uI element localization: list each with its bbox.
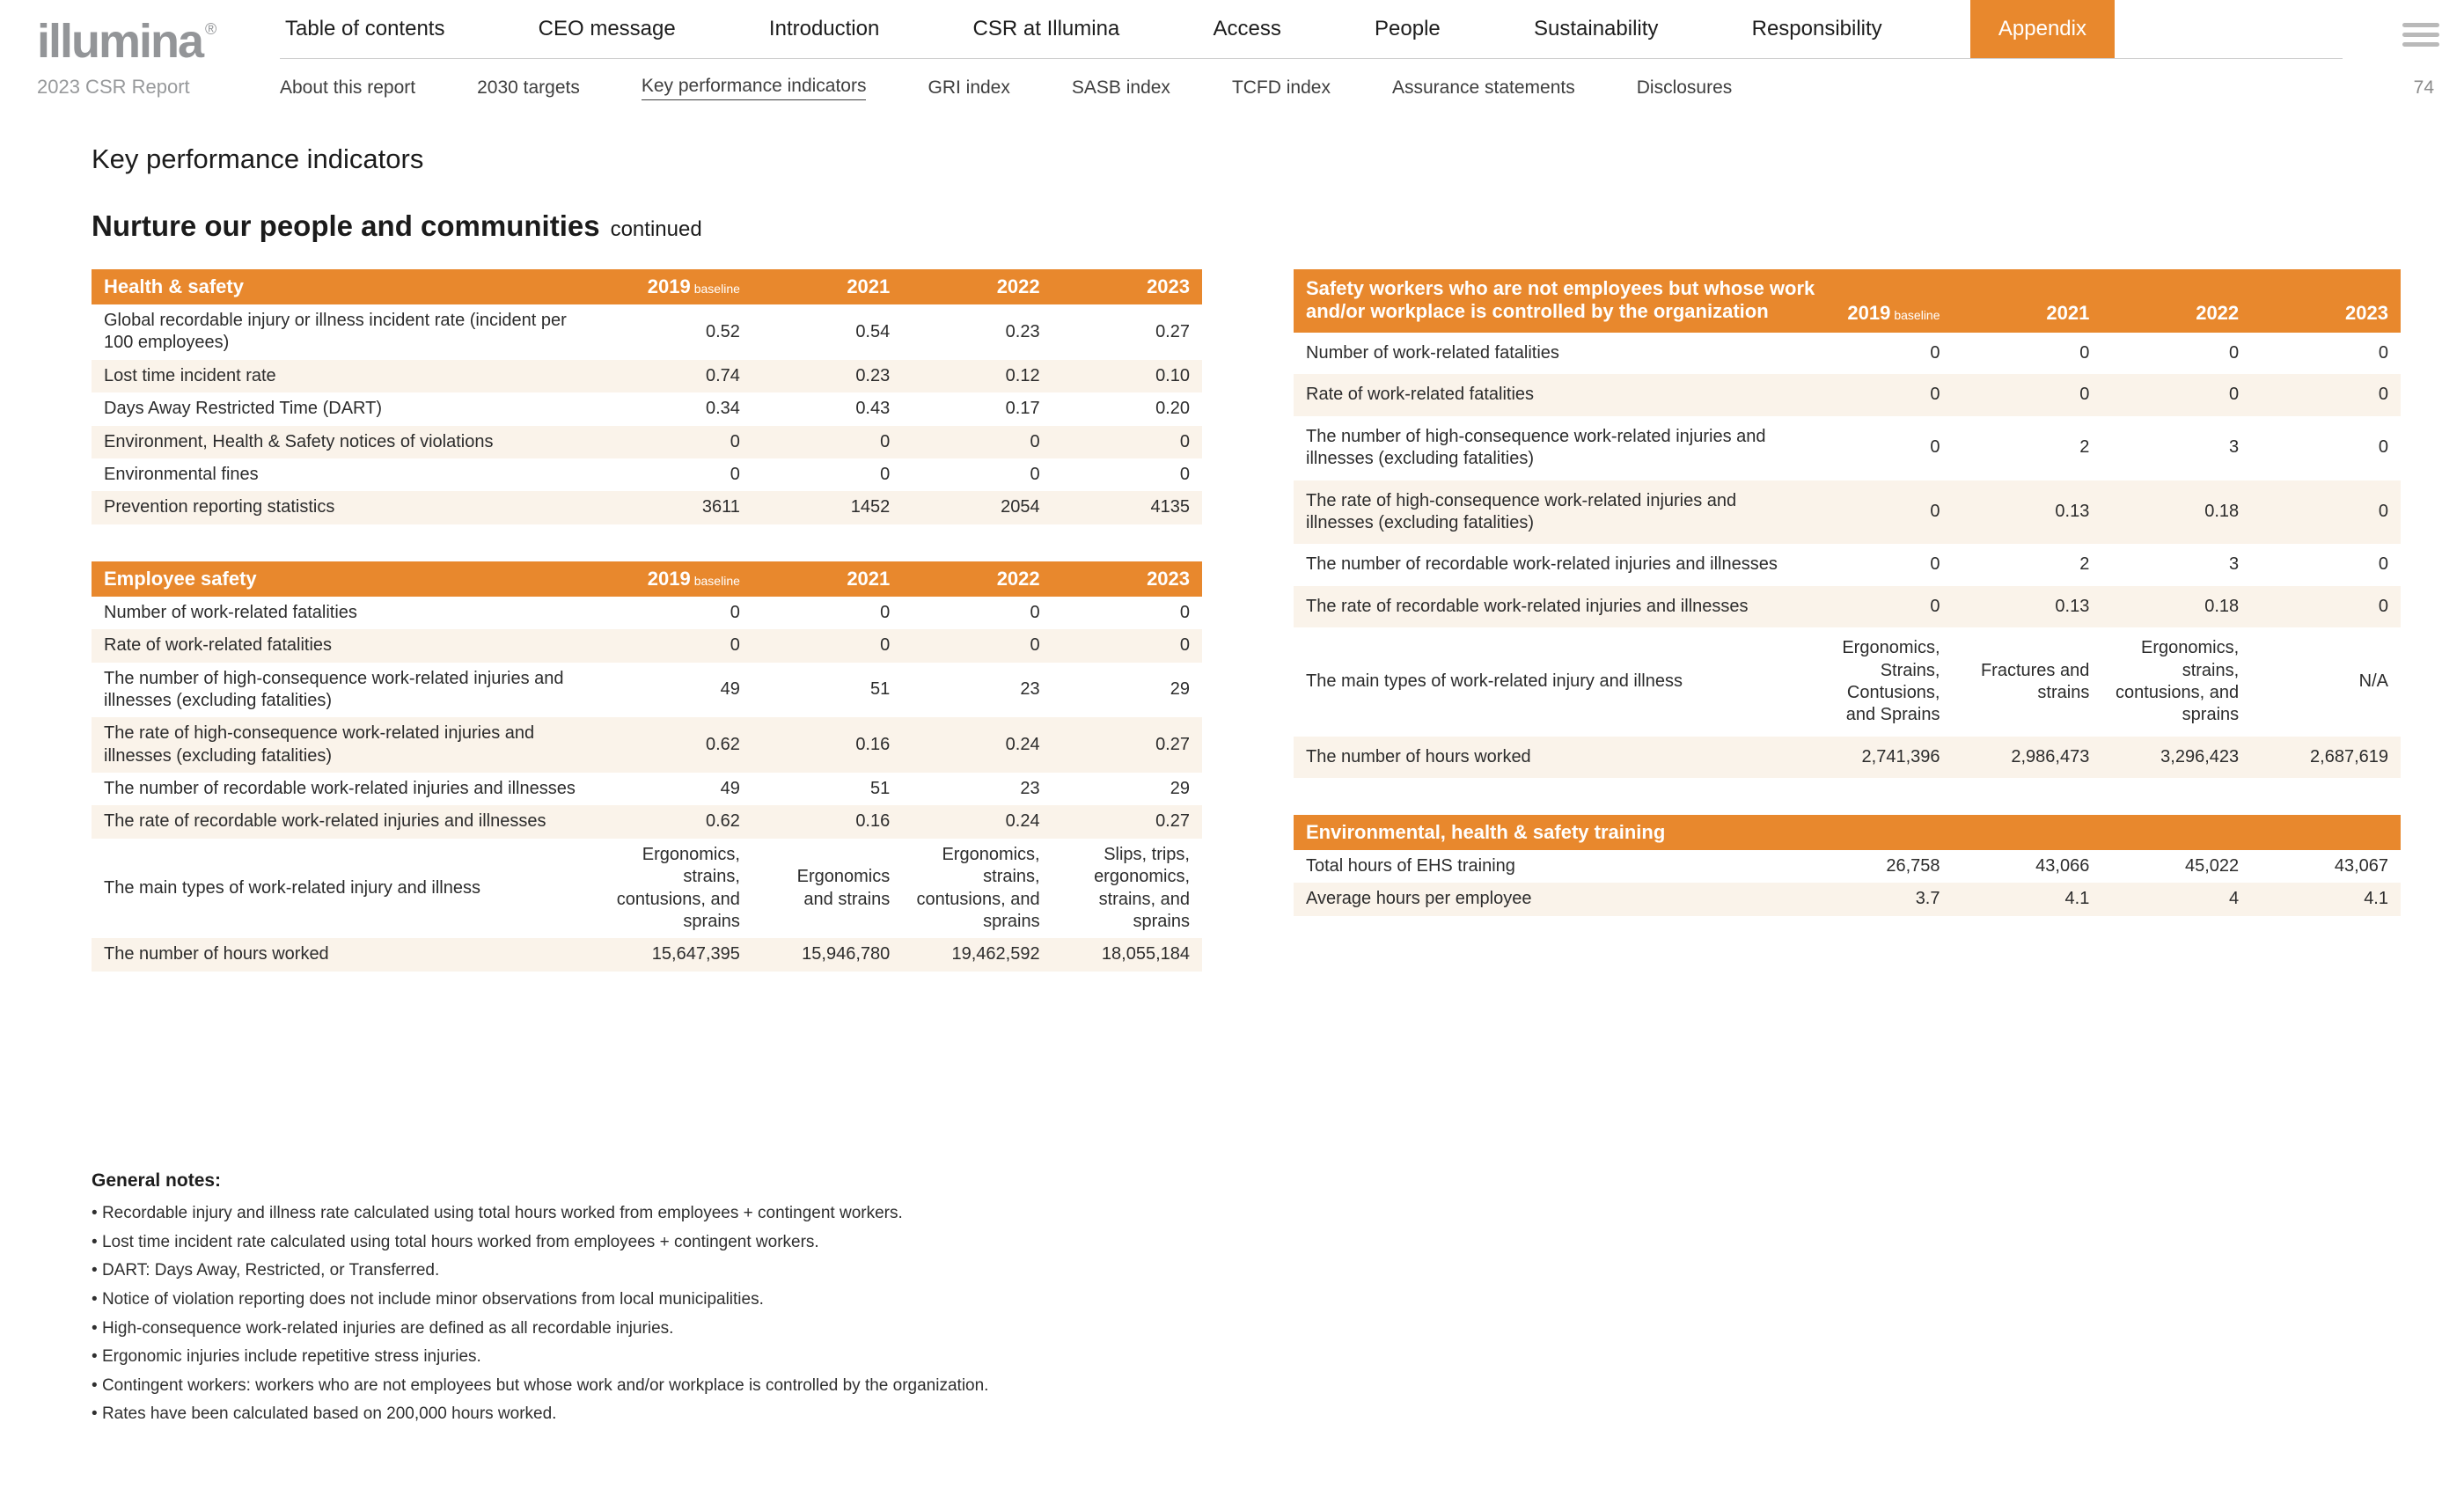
- row-label: The rate of high-consequence work-related injuries and illnesses (excluding fatalities): [104, 723, 535, 766]
- health-safety-table: [92, 269, 1202, 524]
- row-label: Rate of work-related fatalities: [104, 635, 333, 656]
- row-value: N/A: [2358, 671, 2388, 692]
- page-title: Key performance indicators: [92, 143, 424, 174]
- table-row: [92, 392, 1202, 425]
- year-column-header: 2023: [1147, 567, 1191, 590]
- row-value: 2,741,396: [1861, 746, 1940, 766]
- row-value: 29: [1170, 779, 1190, 799]
- subnav-item-2030-targets[interactable]: 2030 targets: [477, 77, 580, 98]
- row-label: The main types of work-related injury and illness: [1306, 671, 1683, 692]
- note-item: • Recordable injury and illness rate calculated using total hours worked from employees + contingent workers.: [92, 1202, 1271, 1225]
- row-value: 0: [2378, 554, 2388, 575]
- table-title: Employee safety: [104, 567, 257, 590]
- row-label: Total hours of EHS training: [1306, 856, 1515, 876]
- nav-item-appendix[interactable]: Appendix: [1970, 0, 2115, 58]
- row-label: Global recordable injury or illness incident rate (incident per 100 employees): [104, 311, 567, 353]
- row-value: 18,055,184: [1101, 944, 1190, 964]
- row-value: 4135: [1150, 497, 1190, 517]
- row-label: Environment, Health & Safety notices of violations: [104, 431, 494, 451]
- row-label: Environmental fines: [104, 464, 259, 484]
- row-label: The rate of recordable work-related injuries and illnesses: [104, 811, 546, 832]
- year-column-header: 2021: [847, 275, 891, 297]
- row-value: 0: [730, 464, 740, 484]
- row-value: 26,758: [1886, 856, 1940, 876]
- row-label: Average hours per employee: [1306, 889, 1532, 909]
- table-row: [1294, 374, 2401, 415]
- baseline-note: baseline: [1894, 308, 1940, 322]
- row-value: 0.24: [1005, 734, 1040, 754]
- row-label: The number of high-consequence work-related injuries and illnesses (excluding fatalities): [104, 668, 564, 710]
- note-item: • Lost time incident rate calculated using total hours worked from employees + contingent workers.: [92, 1231, 1271, 1254]
- row-value: 0: [1179, 431, 1190, 451]
- report-name: 2023 CSR Report: [37, 76, 190, 98]
- row-value: 43,067: [2334, 856, 2388, 876]
- row-value: 0: [1930, 385, 1940, 405]
- note-item: • Contingent workers: workers who are not employees but whose work and/or workplace is controlled by the organization.: [92, 1375, 1271, 1397]
- row-value: 0.52: [705, 321, 740, 341]
- subnav-item-sasb-index[interactable]: SASB index: [1071, 77, 1170, 98]
- data-table: [92, 304, 1202, 524]
- table-row: [1294, 850, 2401, 883]
- row-value: 15,946,780: [802, 944, 891, 964]
- data-table: [1294, 850, 2401, 916]
- row-value: 0.13: [2055, 502, 2090, 522]
- row-value: 2,687,619: [2310, 746, 2388, 766]
- row-value: 23: [1020, 679, 1040, 700]
- section-heading: [92, 209, 702, 243]
- row-value: Ergonomics, strains, contusions, and sprains: [616, 844, 740, 932]
- row-value: 0: [880, 602, 891, 622]
- table-row: [1294, 883, 2401, 915]
- row-label: The rate of recordable work-related injuries and illnesses: [1306, 596, 1749, 616]
- contingent-worker-safety-table: [1294, 269, 2401, 778]
- table-row: [92, 773, 1202, 805]
- brand-block: [37, 15, 217, 99]
- row-value: 2: [2079, 554, 2090, 575]
- row-value: 3: [2229, 437, 2240, 458]
- notes-list: [92, 1202, 1271, 1426]
- table-row: [92, 458, 1202, 491]
- row-value: 0: [880, 464, 891, 484]
- row-value: Ergonomics, strains, contusions, and sprains: [916, 844, 1040, 932]
- data-table: [1294, 333, 2401, 778]
- row-value: 0.16: [855, 811, 891, 832]
- row-value: 49: [720, 779, 740, 799]
- year-columns: [1294, 302, 2401, 325]
- row-value: 15,647,395: [651, 944, 740, 964]
- row-value: 0.27: [1155, 321, 1190, 341]
- baseline-note: baseline: [693, 282, 740, 296]
- row-label: The number of recordable work-related injuries and illnesses: [104, 779, 576, 799]
- subnav-item-gri-index[interactable]: GRI index: [928, 77, 1010, 98]
- row-value: 0.20: [1155, 399, 1190, 419]
- table-row: [1294, 544, 2401, 585]
- subnav-item-about-this-report[interactable]: About this report: [280, 77, 416, 98]
- table-row: [92, 805, 1202, 838]
- row-label: The number of hours worked: [104, 944, 329, 964]
- row-value: 0: [1030, 635, 1040, 656]
- row-value: 0: [1179, 635, 1190, 656]
- row-value: 0: [1930, 343, 1940, 363]
- note-item: • High-consequence work-related injuries are defined as all recordable injuries.: [92, 1317, 1271, 1340]
- row-value: 0: [1179, 464, 1190, 484]
- row-label: The rate of high-consequence work-related injuries and illnesses (excluding fatalities): [1306, 490, 1737, 532]
- row-value: 0: [2079, 343, 2090, 363]
- row-value: 0.17: [1005, 399, 1040, 419]
- row-value: 0: [730, 602, 740, 622]
- row-value: 0: [880, 635, 891, 656]
- row-value: 0.12: [1005, 365, 1040, 385]
- page-number: 74: [2413, 77, 2434, 98]
- row-value: Fractures and strains: [1980, 660, 2090, 702]
- row-value: 0: [2378, 437, 2388, 458]
- year-column-header: 2023: [2345, 302, 2388, 324]
- year-columns: [603, 568, 1202, 590]
- table-row: [92, 839, 1202, 939]
- row-value: 0.10: [1155, 365, 1190, 385]
- row-value: 0.34: [705, 399, 740, 419]
- row-value: 1452: [850, 497, 891, 517]
- row-value: 0: [2229, 385, 2240, 405]
- subnav-item-disclosures[interactable]: Disclosures: [1636, 77, 1733, 98]
- table-row: [1294, 737, 2401, 778]
- logo-wordmark: illumina: [37, 15, 203, 68]
- table-title: Safety workers who are not employees but whose work and/or workplace is controlled by the organization: [1306, 277, 1815, 322]
- row-value: 3,296,423: [2160, 746, 2240, 766]
- table-row: [92, 629, 1202, 662]
- row-value: Ergonomics, strains, contusions, and sprains: [2116, 638, 2240, 725]
- row-value: 0.27: [1155, 811, 1190, 832]
- row-value: Slips, trips, ergonomics, strains, and sprains: [1094, 844, 1190, 932]
- employee-safety-table: [92, 561, 1202, 972]
- nav-item-sustainability[interactable]: Sustainability: [1533, 17, 1659, 40]
- row-value: 51: [870, 679, 891, 700]
- row-value: 0.62: [705, 734, 740, 754]
- general-notes: [92, 1170, 1271, 1432]
- row-value: 49: [720, 679, 740, 700]
- row-value: 0.18: [2204, 596, 2240, 616]
- note-item: • DART: Days Away, Restricted, or Transferred.: [92, 1259, 1271, 1282]
- row-label: The number of high-consequence work-related injuries and illnesses (excluding fatalities): [1306, 426, 1766, 469]
- section-heading-text: Nurture our people and communities: [92, 209, 600, 242]
- table-row: [92, 597, 1202, 629]
- table-title: Health & safety: [104, 275, 244, 298]
- row-value: 0: [1930, 596, 1940, 616]
- note-item: • Notice of violation reporting does not include minor observations from local municipalities.: [92, 1288, 1271, 1311]
- row-value: 3: [2229, 554, 2240, 575]
- row-value: 0: [1930, 554, 1940, 575]
- section-heading-suffix: continued: [610, 217, 702, 241]
- hamburger-bar: [2402, 23, 2439, 27]
- row-value: 0.23: [1005, 321, 1040, 341]
- row-value: 0: [2229, 343, 2240, 363]
- row-label: The number of recordable work-related injuries and illnesses: [1306, 554, 1778, 575]
- notes-title: General notes:: [92, 1170, 222, 1191]
- baseline-note: baseline: [693, 573, 740, 588]
- row-value: 2,986,473: [2011, 746, 2090, 766]
- row-value: 0.18: [2204, 502, 2240, 522]
- main-nav: [280, 0, 2115, 58]
- table-header: [1294, 269, 2401, 333]
- row-value: 0: [2378, 596, 2388, 616]
- row-value: 0.16: [855, 734, 891, 754]
- row-value: 0: [2378, 343, 2388, 363]
- table-row: [1294, 333, 2401, 374]
- row-value: 0: [880, 431, 891, 451]
- row-value: 4.1: [2364, 889, 2388, 909]
- table-row: [1294, 480, 2401, 545]
- row-value: 0: [1179, 602, 1190, 622]
- data-table: [92, 597, 1202, 972]
- subnav-item-assurance-statements[interactable]: Assurance statements: [1391, 77, 1575, 98]
- row-value: 2: [2079, 437, 2090, 458]
- row-value: 0: [1930, 437, 1940, 458]
- table-header: [92, 269, 1202, 304]
- row-value: 45,022: [2184, 856, 2240, 876]
- row-value: 0: [2079, 385, 2090, 405]
- row-value: 0: [2378, 385, 2388, 405]
- illumina-logo[interactable]: [37, 15, 217, 68]
- row-label: Prevention reporting statistics: [104, 497, 335, 517]
- row-value: 19,462,592: [951, 944, 1040, 964]
- row-value: 0.23: [855, 365, 891, 385]
- row-value: 43,066: [2035, 856, 2090, 876]
- nav-item-people[interactable]: People: [1375, 17, 1441, 40]
- subnav-item-key-performance-indicators[interactable]: Key performance indicators: [642, 76, 867, 100]
- row-value: 0: [730, 635, 740, 656]
- row-value: 23: [1020, 779, 1040, 799]
- row-value: 2054: [1001, 497, 1040, 517]
- row-value: 0: [1930, 502, 1940, 522]
- row-value: 0: [1030, 431, 1040, 451]
- row-value: 0.74: [705, 365, 740, 385]
- table-header: [1294, 815, 2401, 850]
- note-item: • Rates have been calculated based on 200,000 hours worked.: [92, 1403, 1271, 1426]
- hamburger-bar: [2402, 42, 2439, 47]
- nav-item-responsibility[interactable]: Responsibility: [1751, 17, 1882, 40]
- row-label: Lost time incident rate: [104, 365, 276, 385]
- row-value: 0.24: [1005, 811, 1040, 832]
- year-column-header: 2019 baseline: [647, 567, 740, 590]
- year-columns: [603, 275, 1202, 298]
- row-value: 29: [1170, 679, 1190, 700]
- table-row: [1294, 586, 2401, 627]
- subnav-item-tcfd-index[interactable]: TCFD index: [1231, 77, 1331, 98]
- left-column: [92, 269, 1202, 1008]
- row-value: 0.54: [855, 321, 891, 341]
- row-value: 4: [2229, 889, 2240, 909]
- row-value: 0: [730, 431, 740, 451]
- year-column-header: 2019 baseline: [1847, 302, 1940, 324]
- year-column-header: 2022: [996, 567, 1040, 590]
- table-row: [92, 304, 1202, 360]
- note-item: • Ergonomic injuries include repetitive stress injuries.: [92, 1346, 1271, 1368]
- table-row: [92, 717, 1202, 773]
- row-label: Days Away Restricted Time (DART): [104, 399, 383, 419]
- registered-mark: ®: [205, 20, 217, 38]
- ehs-training-table: [1294, 815, 2401, 916]
- year-column-header: 2019 baseline: [647, 275, 740, 297]
- row-value: 0.43: [855, 399, 891, 419]
- row-value: 0: [1030, 464, 1040, 484]
- table-row: [1294, 627, 2401, 737]
- year-column-header: 2023: [1147, 275, 1191, 297]
- row-value: Ergonomics, Strains, Contusions, and Sprains: [1842, 638, 1940, 725]
- year-column-header: 2021: [847, 567, 891, 590]
- nav-item-table-of-contents[interactable]: Table of contents: [285, 17, 445, 40]
- row-value: 0.13: [2055, 596, 2090, 616]
- table-row: [92, 360, 1202, 392]
- year-column-header: 2021: [2046, 302, 2090, 324]
- nav-item-access[interactable]: Access: [1213, 17, 1281, 40]
- row-label: Number of work-related fatalities: [1306, 343, 1559, 363]
- row-value: 0: [2378, 502, 2388, 522]
- row-value: 4.1: [2064, 889, 2090, 909]
- year-column-header: 2022: [2196, 302, 2240, 324]
- table-row: [92, 663, 1202, 718]
- table-row: [92, 426, 1202, 458]
- nav-item-introduction[interactable]: Introduction: [768, 17, 880, 40]
- row-label: Rate of work-related fatalities: [1306, 385, 1535, 405]
- year-column-header: 2022: [996, 275, 1040, 297]
- right-column: [1294, 269, 2401, 953]
- row-value: 3.7: [1915, 889, 1940, 909]
- row-label: The number of hours worked: [1306, 746, 1531, 766]
- hamburger-bar: [2402, 33, 2439, 37]
- table-row: [92, 491, 1202, 524]
- row-value: 0: [1030, 602, 1040, 622]
- sub-nav: [280, 59, 1732, 117]
- nav-item-csr-at-illumina[interactable]: CSR at Illumina: [972, 17, 1120, 40]
- table-row: [92, 938, 1202, 971]
- row-value: 0.62: [705, 811, 740, 832]
- row-value: 51: [870, 779, 891, 799]
- row-label: Number of work-related fatalities: [104, 602, 357, 622]
- row-label: The main types of work-related injury and illness: [104, 877, 480, 898]
- table-header: [92, 561, 1202, 597]
- row-value: 3611: [701, 497, 740, 517]
- table-title: Environmental, health & safety training: [1306, 821, 1666, 844]
- nav-item-ceo-message[interactable]: CEO message: [538, 17, 676, 40]
- table-row: [1294, 416, 2401, 480]
- row-value: 0.27: [1155, 734, 1190, 754]
- hamburger-menu-icon[interactable]: [2402, 23, 2439, 52]
- row-value: Ergonomics and strains: [796, 867, 891, 909]
